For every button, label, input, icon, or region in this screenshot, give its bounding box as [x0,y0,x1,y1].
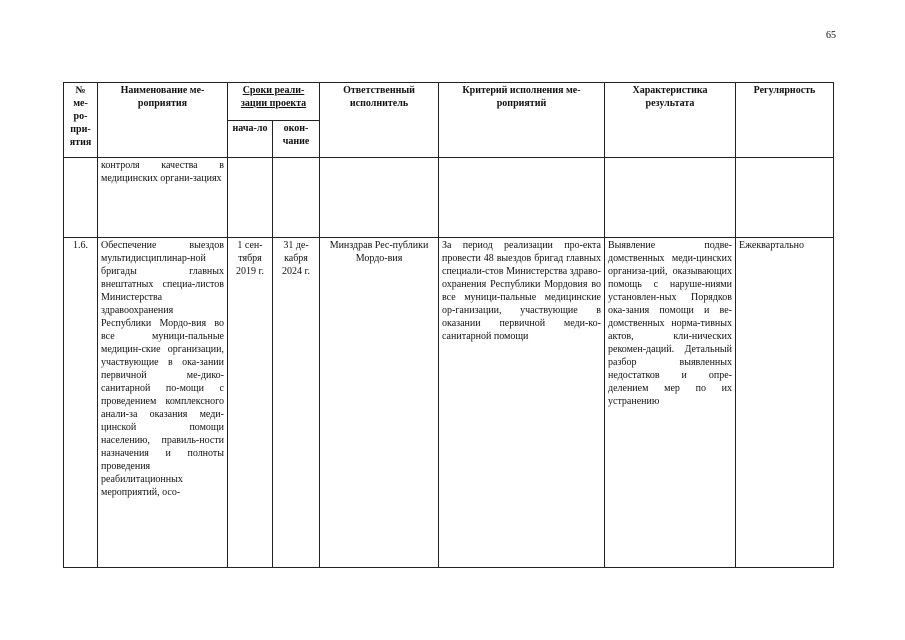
cell-name-continuation: контроля качества в медицинских органи-зациях [98,158,228,238]
cell-num-empty [64,158,98,238]
cell-responsible-empty [320,158,439,238]
header-regularity: Регулярность [736,83,834,158]
cell-result: Выявление подве-домственных меди-цинских организа-ций, оказывающих помощь с наруше-ниями установлен-ных Порядков ока-зания помощи и ве-домственных норма-тивных актов, кли-нических рекомен-даций. Детальный разбор выявленных недостатков и опре-делением мер по их устранению [605,238,736,568]
header-end: окон-чание [273,120,320,158]
header-responsible: Ответственный исполнитель [320,83,439,158]
cell-end-empty [273,158,320,238]
header-number: № ме-ро-при-ятия [64,83,98,158]
header-result: Характеристика результата [605,83,736,158]
cell-end: 31 де-кабря 2024 г. [273,238,320,568]
page-number: 65 [826,30,836,41]
cell-start-empty [228,158,273,238]
cell-criterion: За период реализации про-екта провести 48 выездов бригад главных специали-стов Министерства здраво-охранения Республики Мордовия во все муници-пальные медицинские ор-ганизации, участвующие в оказании первичной меди-ко-санитарной помощи [439,238,605,568]
header-criterion: Критерий исполнения ме-роприятий [439,83,605,158]
cell-criterion-empty [439,158,605,238]
cell-start: 1 сен-тября 2019 г. [228,238,273,568]
cell-regularity: Ежеквартально [736,238,834,568]
cell-name: Обеспечение выездов мультидисциплинар-ной бригады главных внештатных специа-листов Министерства здравоохранения Республики Мордо-вия во все муници-пальные медицин-ские организации, участвующие в ока-зании первичной ме-дико-санитарной по-мощи с проведением комплексного анали-за оказания меди-цинской помощи населению, правиль-ности назначения и полноты проведения реабилитационных мероприятий, осо- [98,238,228,568]
table-row-1-6 [64,238,834,568]
header-terms [228,83,320,121]
cell-regularity-empty [736,158,834,238]
cell-responsible: Минздрав Рес-публики Мордо-вия [320,238,439,568]
table-row-continuation [64,158,834,238]
header-name: Наименование ме-роприятия [98,83,228,158]
table-header-row [64,83,834,121]
header-start: нача-ло [228,120,273,158]
events-table [63,82,834,568]
cell-num: 1.6. [64,238,98,568]
header-terms-label: Сроки реали-зации проекта [240,85,307,109]
cell-result-empty [605,158,736,238]
